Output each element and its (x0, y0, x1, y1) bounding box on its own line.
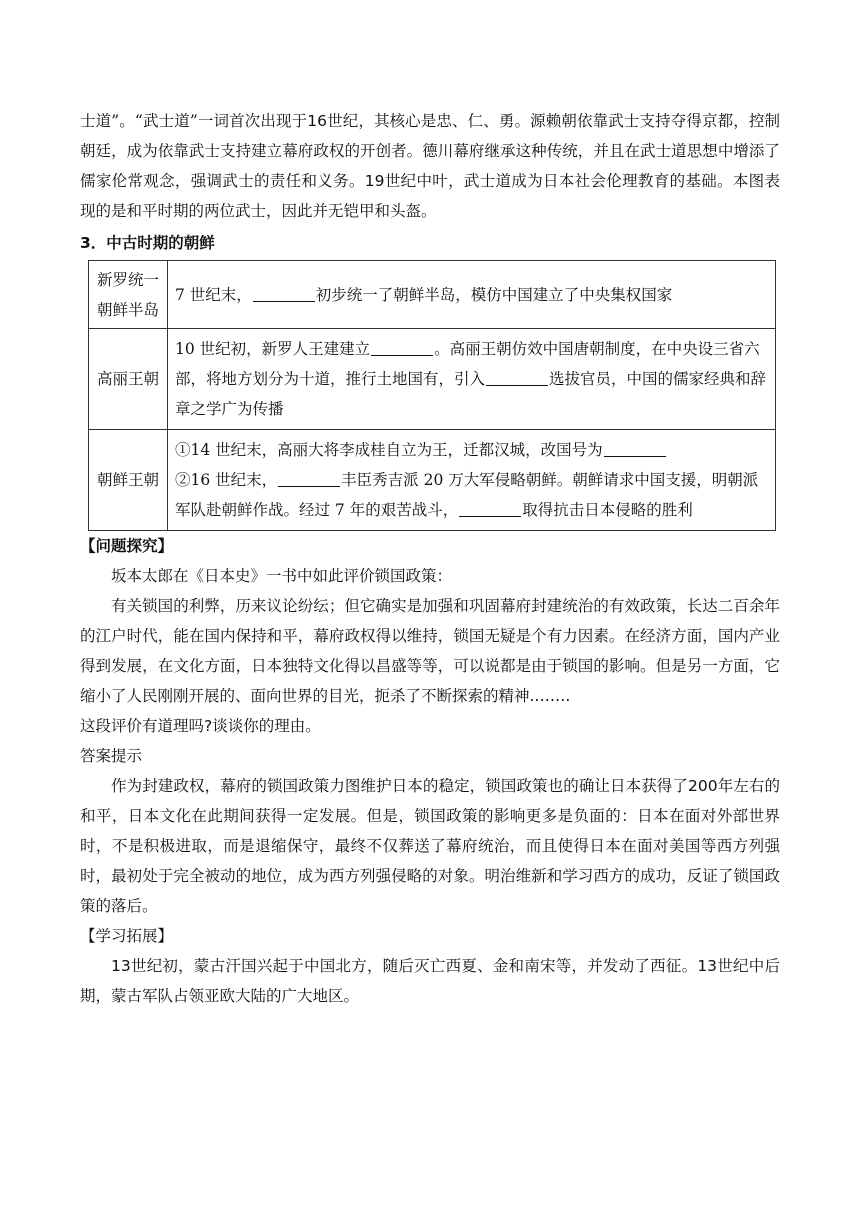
fill-blank[interactable] (371, 339, 433, 356)
fill-blank[interactable] (278, 470, 340, 487)
row-content (168, 430, 776, 531)
section-title: 3．中古时期的朝鲜 (80, 234, 215, 252)
text-run: ②16 世纪末， (175, 471, 278, 489)
fill-blank[interactable] (459, 500, 521, 517)
row-content (168, 329, 776, 430)
text-run: 作为封建政权，幕府的锁国政策力图维护日本的稳定，锁国政策也的确让日本获得了 (111, 777, 688, 795)
text-run: 初步统一了朝鲜半岛，模仿中国建立了中央集权国家 (315, 285, 673, 304)
extension-heading: 【学习拓展】 (80, 927, 174, 945)
inquiry-intro: 坂本太郎在《日本史》一书中如此评价锁国政策： (111, 567, 453, 585)
text-run: 世纪初，蒙古汗国兴起于中国北方，随后灭亡西夏、金和南宋等，并发动了西征。 (130, 957, 698, 975)
answer-heading: 答案提示 (80, 747, 143, 765)
text-run: 。高丽王朝仿效中国唐朝制度，在中央设三省六部，将地方划分为十道，推行土地国有，引入 (175, 340, 760, 388)
text-run: 选拔官员，中国的儒家经典和辞章之学广为传播 (175, 370, 767, 418)
text-run: 19 (364, 172, 385, 190)
text-run: 年左右的和平，日本文化在此期间获得一定发展。但是，锁国政策的影响更多是负面的：日本在面对外部世界时，不是积极进取，而是退缩保守，最终不仅葬送了幕府统治，而且使得日本在面对美国等西方列强时，最初处于完全被动的地位，成为西方列强侵略的对象。明治维新和学习西方的成功，反证了锁国政策的落后。 (80, 777, 780, 915)
row-line (175, 465, 768, 525)
korea-history-table (88, 260, 776, 531)
text-run: 10 世纪初，新罗人王建建立 (175, 340, 371, 358)
row-line (175, 435, 768, 465)
fill-blank[interactable] (486, 369, 548, 386)
text-run: 7 世纪末， (175, 285, 252, 304)
text-run: 13 (111, 957, 131, 975)
row-content (168, 261, 776, 329)
inquiry-heading: 【问题探究】 (80, 536, 174, 555)
text-run: 世纪中叶，武士道成为日本社会伦理教育的基础。本图表现的是和平时期的两位武士，因此并无铠甲和头盔。 (80, 172, 780, 220)
extension-paragraph (80, 951, 780, 1011)
bushido-paragraph (80, 106, 780, 226)
text-run: 13 (697, 957, 718, 975)
fill-blank[interactable] (604, 440, 666, 457)
row-header: 新罗统一朝鲜半岛 (89, 261, 168, 329)
text-run: 士道”。“武士道”一词首次出现于 (80, 112, 308, 130)
table-row (89, 430, 776, 531)
row-header: 高丽王朝 (89, 329, 168, 430)
text-run: 16 (307, 112, 327, 130)
text-run: 世纪，其核心是忠、仁、勇。源赖朝依靠武士支持夺得京都，控制朝廷，成为依靠武士支持建立幕府政权的开创者。德川幕府继承这种传统，并且在武士道思想中增添了儒家伦常观念，强调武士的责任和义务。 (80, 112, 780, 190)
table-row (89, 329, 776, 430)
inquiry-quote: 有关锁国的利弊，历来议论纷纭；但它确实是加强和巩固幕府封建统治的有效政策，长达二百余年的江户时代，能在国内保持和平，幕府政权得以维持，锁国无疑是个有力因素。在经济方面，国内产业得到发展，在文化方面，日本独特文化得以昌盛等等，可以说都是由于锁国的影响。但是另一方面，它缩小了人民刚刚开展的、面向世界的目光，扼杀了不断探索的精神.……. (80, 597, 780, 705)
text-run: 丰臣秀吉派 20 万大军侵略朝鲜。朝鲜请求中国支援，明朝派军队赴朝鲜作战。经过 7 年的艰苦战斗， (175, 471, 759, 519)
text-run: 世纪中后期，蒙古军队占领亚欧大陆的广大地区。 (80, 957, 780, 1005)
text-run: 取得抗击日本侵略的胜利 (522, 501, 693, 519)
page-content (80, 0, 780, 1011)
fill-blank[interactable] (253, 285, 315, 302)
table-row (89, 261, 776, 329)
inquiry-question: 这段评价有道理吗?谈谈你的理由。 (80, 717, 321, 735)
row-header: 朝鲜王朝 (89, 430, 168, 531)
text-run: ①14 世纪末，高丽大将李成桂自立为王，迁都汉城，改国号为 (175, 441, 603, 459)
text-run: 200 (688, 777, 718, 795)
answer-paragraph (80, 771, 780, 921)
